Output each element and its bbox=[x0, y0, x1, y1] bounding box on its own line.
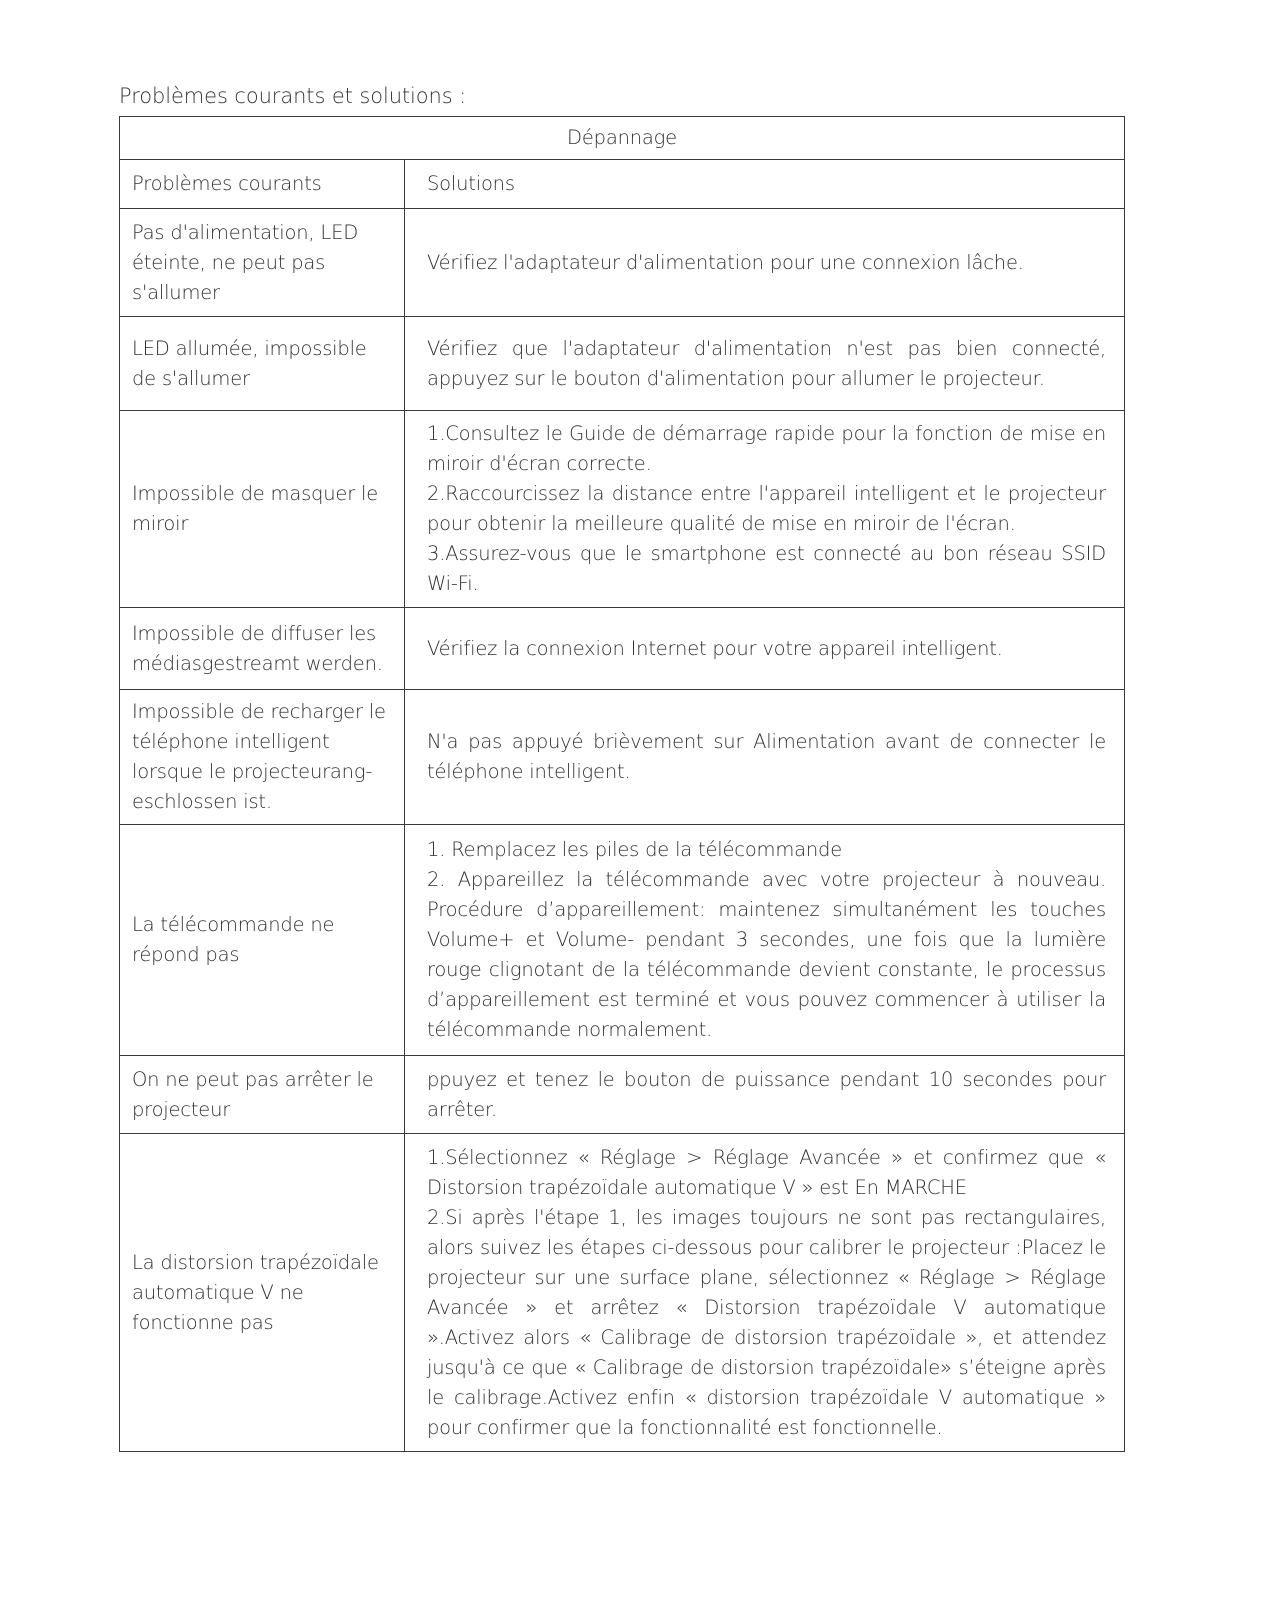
header-row bbox=[120, 160, 1125, 209]
table-row bbox=[120, 317, 1125, 411]
page-heading: Problèmes courants et solutions : bbox=[119, 84, 467, 108]
solution-text: Vérifiez la connexion Internet pour votre appareil intelligent. bbox=[427, 636, 1003, 660]
table-row bbox=[120, 608, 1125, 690]
problem-cell: La télécommande ne répond pas bbox=[120, 825, 405, 1056]
solution-step: 3.Assurez-vous que le smartphone est connecté au bon réseau SSID Wi-Fi. bbox=[427, 542, 1106, 595]
table-row bbox=[120, 690, 1125, 825]
solution-cell bbox=[405, 1056, 1125, 1134]
solution-step: 1.Consultez le Guide de démarrage rapide pour la fonction de mise en miroir d'écran correcte. bbox=[427, 422, 1106, 475]
solution-cell bbox=[405, 317, 1125, 411]
solution-cell bbox=[405, 825, 1125, 1056]
problem-column-header: Problèmes courants bbox=[120, 160, 405, 209]
solution-cell bbox=[405, 608, 1125, 690]
problem-cell: Pas d'alimentation, LED éteinte, ne peut pas s'allumer bbox=[120, 209, 405, 317]
solution-cell bbox=[405, 209, 1125, 317]
solution-column-header: Solutions bbox=[405, 160, 1125, 209]
problem-cell: LED allumée, impossible de s'allumer bbox=[120, 317, 405, 411]
problem-cell: La distorsion trapézoïdale automatique V ne fonctionne pas bbox=[120, 1134, 405, 1452]
solution-cell bbox=[405, 690, 1125, 825]
solution-step: 2.Raccourcissez la distance entre l'appareil intelligent et le projecteur pour obtenir la meilleure qualité de mise en miroir de l'écran. bbox=[427, 482, 1106, 535]
problem-cell: On ne peut pas arrêter le projecteur bbox=[120, 1056, 405, 1134]
solution-step: 1. Remplacez les piles de la télécommande bbox=[427, 838, 843, 861]
solution-step: 2. Appareillez la télécommande avec votre projecteur à nouveau. Procédure d’appareillement: maintenez simultanément les touches Volume+ et Volume- pendant 3 secondes, une fois que la lumière rouge clignotant de la télécommande devient constante, le processus d’appareillement est terminé et vous pouvez commencer à utiliser la télécommande normalement. bbox=[427, 868, 1106, 1041]
solution-cell bbox=[405, 1134, 1125, 1452]
solution-step: 2.Si après l'étape 1, les images toujours ne sont pas rectangulaires, alors suivez les étapes ci-dessous pour calibrer le projecteur :Placez le projecteur sur une surface plane, sélectionnez « Réglage > Réglage Avancée » et arrêtez « Distorsion trapézoïdale V automatique ».Activez alors « Calibrage de distorsion trapézoïdale », et attendez jusqu'à ce que « Calibrage de distorsion trapézoïdale» s’éteigne après le calibrage.Activez enfin « distorsion trapézoïdale V automatique » pour confirmer que la fonctionnalité est fonctionnelle. bbox=[427, 1205, 1106, 1439]
solution-step: 1.Sélectionnez « Réglage > Réglage Avancée » et confirmez que « Distorsion trapézoïdale automatique V » est En MARCHE bbox=[427, 1145, 1106, 1199]
troubleshooting-table bbox=[119, 116, 1125, 1452]
table-row bbox=[120, 411, 1125, 608]
table-title: Dépannage bbox=[120, 117, 1125, 160]
solution-text: Vérifiez que l'adaptateur d'alimentation n'est pas bien connecté, appuyez sur le bouton d'alimentation pour allumer le projecteur. bbox=[427, 336, 1106, 390]
problem-cell: Impossible de recharger le téléphone intelligent lorsque le projecteurang-eschlossen ist. bbox=[120, 690, 405, 825]
problem-cell: Impossible de masquer le miroir bbox=[120, 411, 405, 608]
solution-text: Vérifiez l'adaptateur d'alimentation pour une connexion lâche. bbox=[427, 250, 1024, 274]
solution-text: ppuyez et tenez le bouton de puissance pendant 10 secondes pour arrêter. bbox=[427, 1067, 1106, 1121]
problem-cell: Impossible de diffuser les médiasgestreamt werden. bbox=[120, 608, 405, 690]
table-row bbox=[120, 825, 1125, 1056]
table-row bbox=[120, 209, 1125, 317]
table-row bbox=[120, 1056, 1125, 1134]
table-row bbox=[120, 1134, 1125, 1452]
solution-cell bbox=[405, 411, 1125, 608]
solution-text: N'a pas appuyé brièvement sur Alimentation avant de connecter le téléphone intelligent. bbox=[427, 730, 1106, 783]
